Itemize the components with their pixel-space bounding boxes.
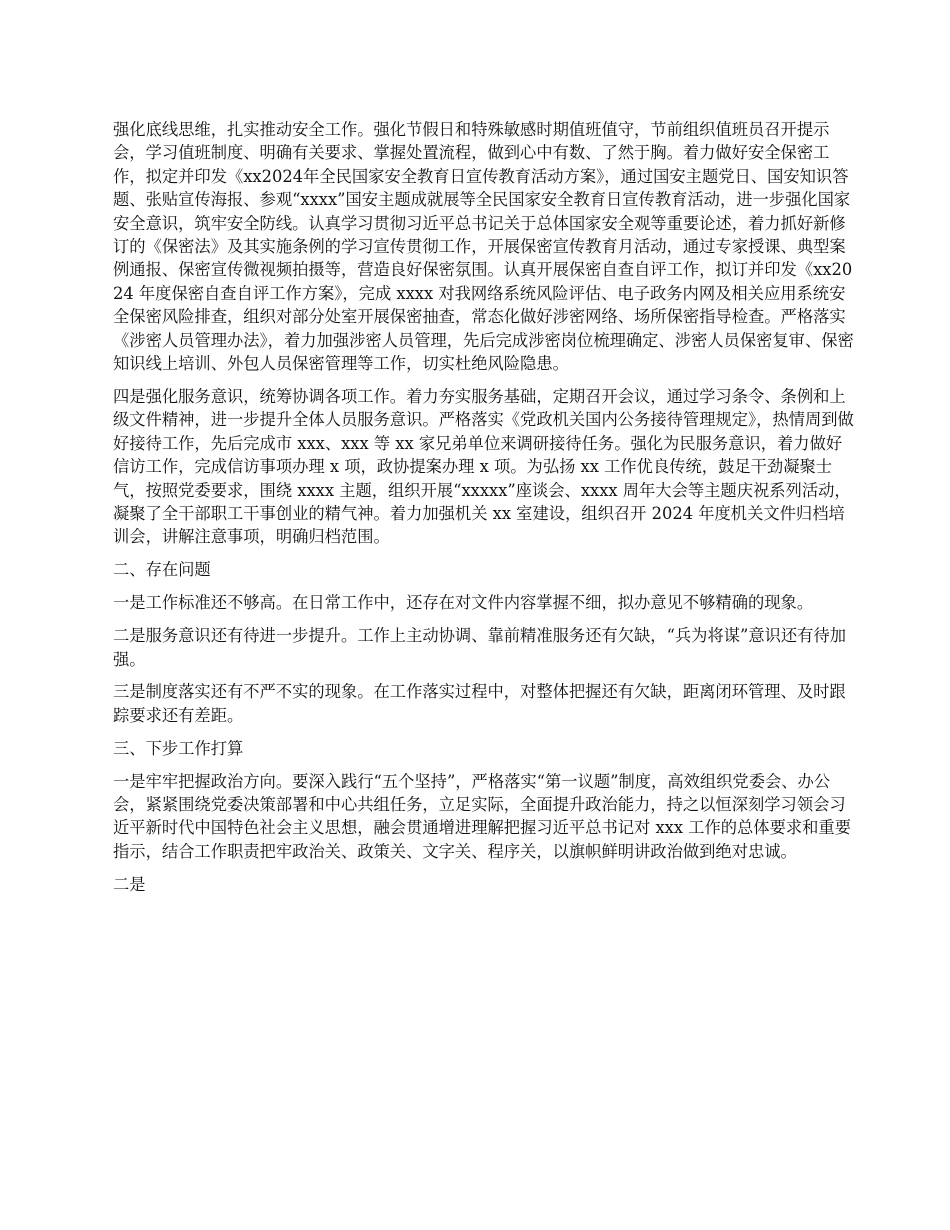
section-heading-next-steps: 三、下步工作打算 (113, 738, 244, 758)
paragraph-next-step-1: 一是牢牢把握政治方向。要深入践行“五个坚持”，严格落实“第一议题”制度，高效组织党委会、办公会，紧紧围绕党委决策部署和中心共组任务，立足实际，全面提升政治能力，持之以恒深刻学习领会习近平新时代中国特色社会主义思想，融会贯通增进理解把握习近平总书记对 xxx 工作的总体要求和重要指示，结合工作职责把牢政治关、政策关、文字关、程序关，以旗帜鲜明讲政治做到绝对忠诚。 (113, 771, 851, 861)
paragraph-service-awareness: 四是强化服务意识，统筹协调各项工作。着力夯实服务基础，定期召开会议，通过学习条令、条例和上级文件精神，进一步提升全体人员服务意识。严格落实《党政机关国内公务接待管理规定》，热情周到做好接待工作，先后完成市 xxx、xxx 等 xx 家兄弟单位来调研接待任务。强化为民服务意识，着力做好信访工作，完成信访事项办理 x 项，政协提案办理 x 项。为弘扬 xx 工作优良传统，鼓足干劲凝聚士气，按照党委要求，围绕 xxxx 主题，组织开展“xxxxx”座谈会、xxxx 周年大会等主题庆祝系列活动，凝聚了全干部职工干事创业的精气神。着力加强机关 xx 室建设，组织召开 2024 年度机关文件归档培训会，讲解注意事项，明确归档范围。 (113, 386, 854, 547)
paragraph-problem-1: 一是工作标准还不够高。在日常工作中，还存在对文件内容掌握不细，拟办意见不够精确的现象。 (113, 593, 814, 613)
section-heading-problems: 二、存在问题 (113, 560, 211, 580)
paragraph-problem-3: 三是制度落实还有不严不实的现象。在工作落实过程中，对整体把握还有欠缺，距离闭环管理、及时跟踪要求还有差距。 (113, 682, 846, 725)
paragraph-next-step-2: 二是 (113, 874, 146, 894)
paragraph-security-work: 强化底线思维，扎实推动安全工作。强化节假日和特殊敏感时期值班值守，节前组织值班员召开提示会，学习值班制度、明确有关要求、掌握处置流程，做到心中有数、了然于胸。着力做好安全保密工作，拟定并印发《xx2024年全民国家安全教育日宣传教育活动方案》，通过国安主题党日、国安知识答题、张贴宣传海报、参观“xxxx”国安主题成就展等全民国家安全教育日宣传教育活动，进一步强化国家安全意识，筑牢安全防线。认真学习贯彻习近平总书记关于总体国家安全观等重要论述，着力抓好新修订的《保密法》及其实施条例的学习宣传贯彻工作，开展保密宣传教育月活动，通过专家授课、典型案例通报、保密宣传微视频拍摄等，营造良好保密氛围。认真开展保密自查自评工作，拟订并印发《xx2024 年度保密自查自评工作方案》，完成 xxxx 对我网络系统风险评估、电子政务内网及相关应用系统安全保密风险排查，组织对部分处室开展保密抽查，常态化做好涉密网络、场所保密指导检查。严格落实《涉密人员管理办法》，着力加强涉密人员管理，先后完成涉密岗位梳理确定、涉密人员保密复审、保密知识线上培训、外包人员保密管理等工作，切实杜绝风险隐患。 (113, 120, 854, 374)
document-body (113, 118, 858, 906)
paragraph-problem-2: 二是服务意识还有待进一步提升。工作上主动协调、靠前精准服务还有欠缺，“兵为将谋”意识还有待加强。 (113, 626, 847, 669)
